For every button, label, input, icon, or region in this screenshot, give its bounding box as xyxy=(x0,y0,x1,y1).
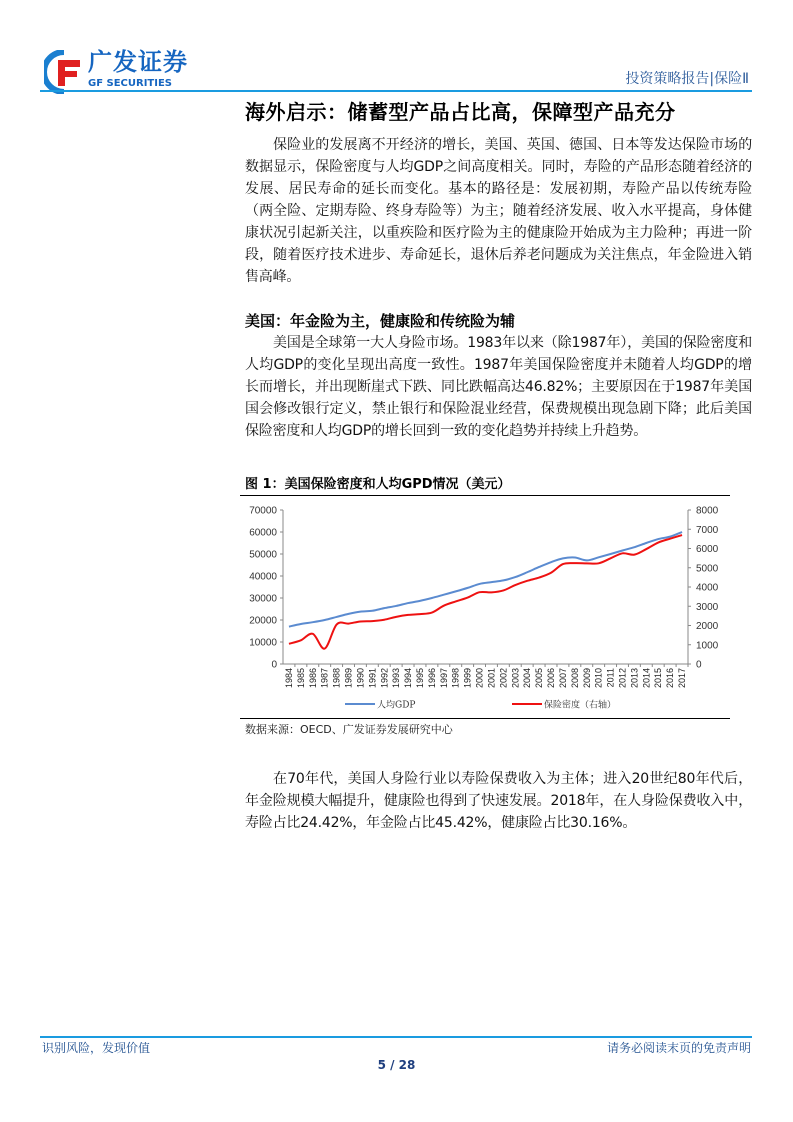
x-tick-label: 1996 xyxy=(426,668,437,689)
x-tick-label: 1984 xyxy=(283,668,294,689)
x-tick-label: 2012 xyxy=(617,668,628,689)
left-tick-label: 10000 xyxy=(249,637,277,649)
legend-label: 人均GDP xyxy=(377,700,416,711)
x-tick-label: 1994 xyxy=(403,668,414,689)
section-heading: 美国：年金险为主，健康险和传统险为辅 xyxy=(245,312,516,330)
gf-logo-icon xyxy=(44,50,84,94)
right-tick-label: 8000 xyxy=(696,505,719,517)
right-tick-label: 2000 xyxy=(696,621,719,632)
x-tick-label: 2001 xyxy=(486,668,497,689)
logo-text: 广发证券 xyxy=(88,48,188,76)
x-tick-label: 2010 xyxy=(593,668,604,689)
right-tick-label: 7000 xyxy=(696,524,719,536)
x-tick-label: 1999 xyxy=(462,668,473,689)
x-tick-label: 1995 xyxy=(414,668,425,689)
footer-disclaimer: 请务必阅读末页的免责声明 xyxy=(606,1041,751,1055)
x-tick-label: 2017 xyxy=(677,668,688,689)
paragraph-product-mix: 在70年代，美国人身险行业以寿险保费收入为主体；进入20世纪80年代后，年金险规模大幅提升，健康险也得到了快速发展。2018年，在人身险保费收入中，寿险占比24.42%，年金险占比45.42%，健康险占比30.16%。 xyxy=(245,771,752,831)
x-tick-label: 1992 xyxy=(379,668,390,689)
paragraph-us-market: 美国是全球第一大人身险市场。1983年以来（除1987年），美国的保险密度和人均GDP的变化呈现出高度一致性。1987年美国保险密度并未随着人均GDP的增长而增长，并出现断崖式下跌、同比跌幅高达46.82%；主要原因在于1987年美国国会修改银行定义，禁止银行和保险混业经营，保费规模出现急剧下降；此后美国保险密度和人均GDP的增长回到一致的变化趋势并持续上升趋势。 xyxy=(245,335,752,439)
series-line-gdp xyxy=(289,532,682,627)
right-tick-label: 3000 xyxy=(696,601,719,613)
x-tick-label: 2013 xyxy=(629,668,640,689)
figure-source: 数据来源：OECD、广发证券发展研究中心 xyxy=(245,723,453,736)
left-tick-label: 40000 xyxy=(249,571,277,583)
x-tick-label: 1990 xyxy=(355,668,366,689)
right-tick-label: 4000 xyxy=(696,582,719,594)
x-tick-label: 1989 xyxy=(343,668,354,689)
x-tick-label: 1985 xyxy=(295,668,306,689)
footer-divider xyxy=(40,1036,752,1038)
x-tick-label: 2014 xyxy=(641,668,652,689)
left-tick-label: 50000 xyxy=(249,549,277,561)
left-tick-label: 70000 xyxy=(249,505,277,517)
x-tick-label: 1986 xyxy=(307,668,318,689)
x-tick-label: 2005 xyxy=(534,668,545,689)
x-tick-label: 2004 xyxy=(522,668,533,689)
x-tick-label: 2016 xyxy=(665,668,676,689)
series-line-insurance-density xyxy=(289,535,682,649)
right-tick-label: 5000 xyxy=(696,563,719,575)
x-tick-label: 1991 xyxy=(367,668,378,689)
x-tick-label: 1988 xyxy=(331,668,342,689)
page-title: 海外启示：储蓄型产品占比高，保障型产品充分 xyxy=(245,100,676,124)
figure-title-divider xyxy=(240,495,730,496)
left-tick-label: 30000 xyxy=(249,593,277,605)
x-tick-label: 1997 xyxy=(438,668,449,689)
header-report-type: 投资策略报告|保险Ⅱ xyxy=(625,71,749,87)
header-divider xyxy=(40,90,752,92)
x-tick-label: 2009 xyxy=(581,668,592,689)
right-tick-label: 1000 xyxy=(696,640,719,652)
x-tick-label: 2015 xyxy=(653,668,664,689)
x-tick-label: 1987 xyxy=(319,668,330,689)
left-tick-label: 60000 xyxy=(249,527,277,539)
figure-title: 图 1：美国保险密度和人均GPD情况（美元） xyxy=(245,477,511,492)
right-tick-label: 6000 xyxy=(696,544,719,555)
legend-label: 保险密度（右轴） xyxy=(544,700,617,711)
x-tick-label: 2011 xyxy=(605,668,616,688)
x-tick-label: 2002 xyxy=(498,668,509,689)
x-tick-label: 2006 xyxy=(546,668,557,689)
source-divider xyxy=(240,718,730,719)
x-tick-label: 2007 xyxy=(557,668,568,689)
left-tick-label: 0 xyxy=(271,659,277,671)
logo-subtext: GF SECURITIES xyxy=(88,78,173,89)
paragraph-intro: 保险业的发展离不开经济的增长，美国、英国、德国、日本等发达保险市场的数据显示，保险密度与人均GDP之间高度相关。同时，寿险的产品形态随着经济的发展、居民寿命的延长而变化。基本的路径是：发展初期，寿险产品以传统寿险（两全险、定期寿险、终身寿险等）为主；随着经济发展、收入水平提高，身体健康状况引起新关注，以重疾险和医疗险为主的健康险开始成为主力险种；再进一阶段，随着医疗技术进步、寿命延长，退休后养老问题成为关注焦点，年金险进入销售高峰。 xyxy=(245,137,752,285)
footer-slogan: 识别风险，发现价值 xyxy=(42,1041,151,1055)
line-chart xyxy=(240,498,730,716)
left-tick-label: 20000 xyxy=(249,615,277,627)
x-tick-label: 2000 xyxy=(474,668,485,689)
x-tick-label: 2008 xyxy=(569,668,580,689)
x-tick-label: 1998 xyxy=(450,668,461,689)
page-number: 5 / 28 xyxy=(377,1058,416,1072)
x-tick-label: 1993 xyxy=(391,668,402,689)
x-tick-label: 2003 xyxy=(510,668,521,689)
right-tick-label: 0 xyxy=(696,659,702,671)
